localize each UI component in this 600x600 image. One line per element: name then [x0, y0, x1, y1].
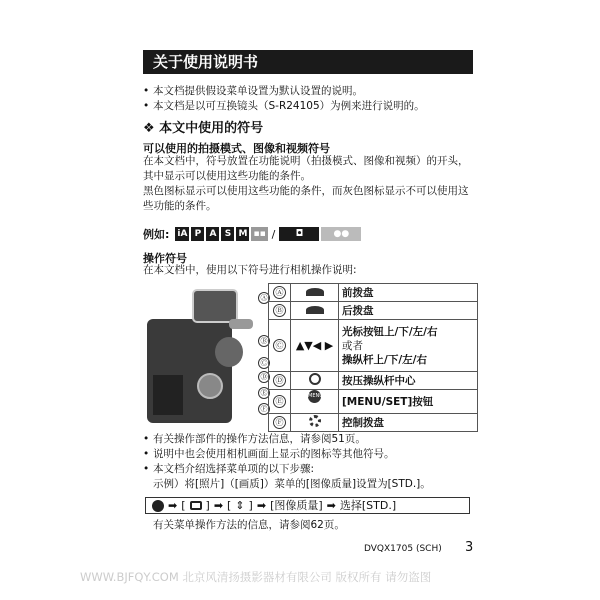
camera-rear-dial [229, 319, 253, 329]
table-row [269, 390, 478, 414]
callout-f: Ⓕ [258, 403, 270, 415]
mode-m-icon: M [236, 227, 249, 241]
mode-ia-icon: iA [177, 229, 188, 239]
section-heading: ❖ 本文中使用的符号 [143, 121, 264, 136]
bottom-bullet-list [143, 432, 395, 477]
menu-path-box [145, 497, 470, 514]
video-camera-icon: ●● [321, 227, 361, 241]
example-slash: / [271, 227, 276, 241]
path-bracket-close: ] [248, 499, 253, 512]
mode-p-icon: P [191, 227, 204, 241]
bottom-bullet: • 有关操作部件的操作方法信息，请参阅51页。 [143, 432, 395, 447]
cursor-arrows-icon: ▲▼◀ ▶ [291, 320, 339, 372]
table-row [269, 284, 478, 302]
watermark: WWW.BJFQY.COM 北京风清扬摄影器材有限公司 版权所有 请勿盗图 [80, 570, 432, 584]
operation-paragraph: 在本文档中，使用以下符号进行相机操作说明: [143, 264, 357, 276]
callout-e: Ⓔ [258, 387, 270, 399]
control-desc: 后拨盘 [339, 302, 478, 320]
control-letter: Ⓑ [273, 304, 286, 317]
control-letter: Ⓒ [273, 339, 286, 352]
controls-table [268, 283, 478, 432]
control-letter: Ⓔ [273, 395, 286, 408]
bottom-bullet: • 本文档介绍选择菜单项的以下步骤: [143, 462, 395, 477]
page-title: 关于使用说明书 [143, 50, 473, 74]
mode-movie-icon: ▪▪ [253, 229, 266, 239]
control-desc: 光标按钮上/下/左/右 [342, 325, 438, 338]
path-bracket-open: [ [227, 499, 232, 512]
table-row [269, 302, 478, 320]
control-desc: 按压操纵杆中心 [339, 372, 478, 390]
path-step-quality: [图像质量] [270, 499, 323, 512]
photo-camera-icon: ◘ [279, 227, 319, 241]
path-bracket-open: [ [181, 499, 186, 512]
control-letter: Ⓓ [273, 374, 286, 387]
control-or: 或者 [342, 339, 363, 352]
control-dial-icon [309, 415, 321, 427]
path-arrow: ➡ [213, 499, 224, 512]
camera-illustration [145, 289, 277, 425]
path-bracket-close: ] [205, 499, 210, 512]
control-desc: [MENU/SET]按钮 [339, 390, 478, 414]
menu-note: 有关菜单操作方法的信息，请参阅62页。 [153, 519, 345, 531]
control-letter: Ⓐ [273, 286, 286, 299]
modes-paragraph-2: 黑色图标显示可以使用这些功能的条件，而灰色图标显示不可以使用这些功能的条件。 [143, 185, 469, 212]
operation-heading: 操作符号 [143, 252, 187, 265]
example-line: 示例）将[照片]（[画质]）菜单的[图像质量]设置为[STD.]。 [153, 478, 431, 490]
control-desc-2: 操纵杆上/下/左/右 [342, 353, 428, 366]
control-letter: Ⓕ [273, 416, 286, 429]
path-arrow: ➡ [168, 499, 178, 512]
control-desc: 控制拨盘 [339, 414, 478, 432]
modes-heading: 可以使用的拍摄模式、图像和视频符号 [143, 142, 330, 155]
table-row [269, 320, 478, 372]
menu-button-icon [152, 500, 164, 512]
path-arrow: ➡ [326, 499, 336, 512]
intro-bullet-list [143, 84, 425, 114]
path-arrow: ➡ [256, 499, 267, 512]
callout-a: Ⓐ [258, 292, 270, 304]
callout-d: Ⓓ [258, 371, 270, 383]
joystick-press-icon [309, 373, 321, 385]
menu-set-icon: MENU SET [308, 390, 321, 403]
camera-mode-dial [215, 337, 243, 367]
intro-bullet: • 本文档是以可互换镜头（S-R24105）为例来进行说明的。 [143, 99, 425, 114]
rear-dial-icon [306, 306, 324, 314]
bottom-bullet: • 说明中也会使用相机画面上显示的图标等其他符号。 [143, 447, 395, 462]
camera-viewfinder [192, 289, 238, 323]
callout-c: Ⓒ [258, 357, 270, 369]
image-quality-icon: ⇕ [235, 499, 245, 512]
path-step-select: 选择[STD.] [339, 499, 397, 512]
camera-icon [190, 501, 202, 510]
camera-control-dial [197, 373, 223, 399]
example-row [143, 226, 361, 242]
control-desc: 前拨盘 [339, 284, 478, 302]
document-code: DVQX1705 (SCH) [364, 544, 442, 554]
intro-bullet: • 本文档提供假设菜单设置为默认设置的说明。 [143, 84, 425, 99]
mode-s-icon: S [221, 227, 234, 241]
front-dial-icon [306, 288, 324, 296]
example-label: 例如: [143, 228, 170, 241]
table-row [269, 372, 478, 390]
table-row [269, 414, 478, 432]
page-number: 3 [465, 540, 474, 555]
camera-screen [153, 375, 183, 415]
mode-a-icon: A [206, 227, 219, 241]
callout-b: Ⓑ [258, 335, 270, 347]
modes-paragraph-1: 在本文档中，符号放置在功能说明（拍摄模式、图像和视频）的开头，其中显示可以使用这些功能的条件。 [143, 155, 469, 182]
